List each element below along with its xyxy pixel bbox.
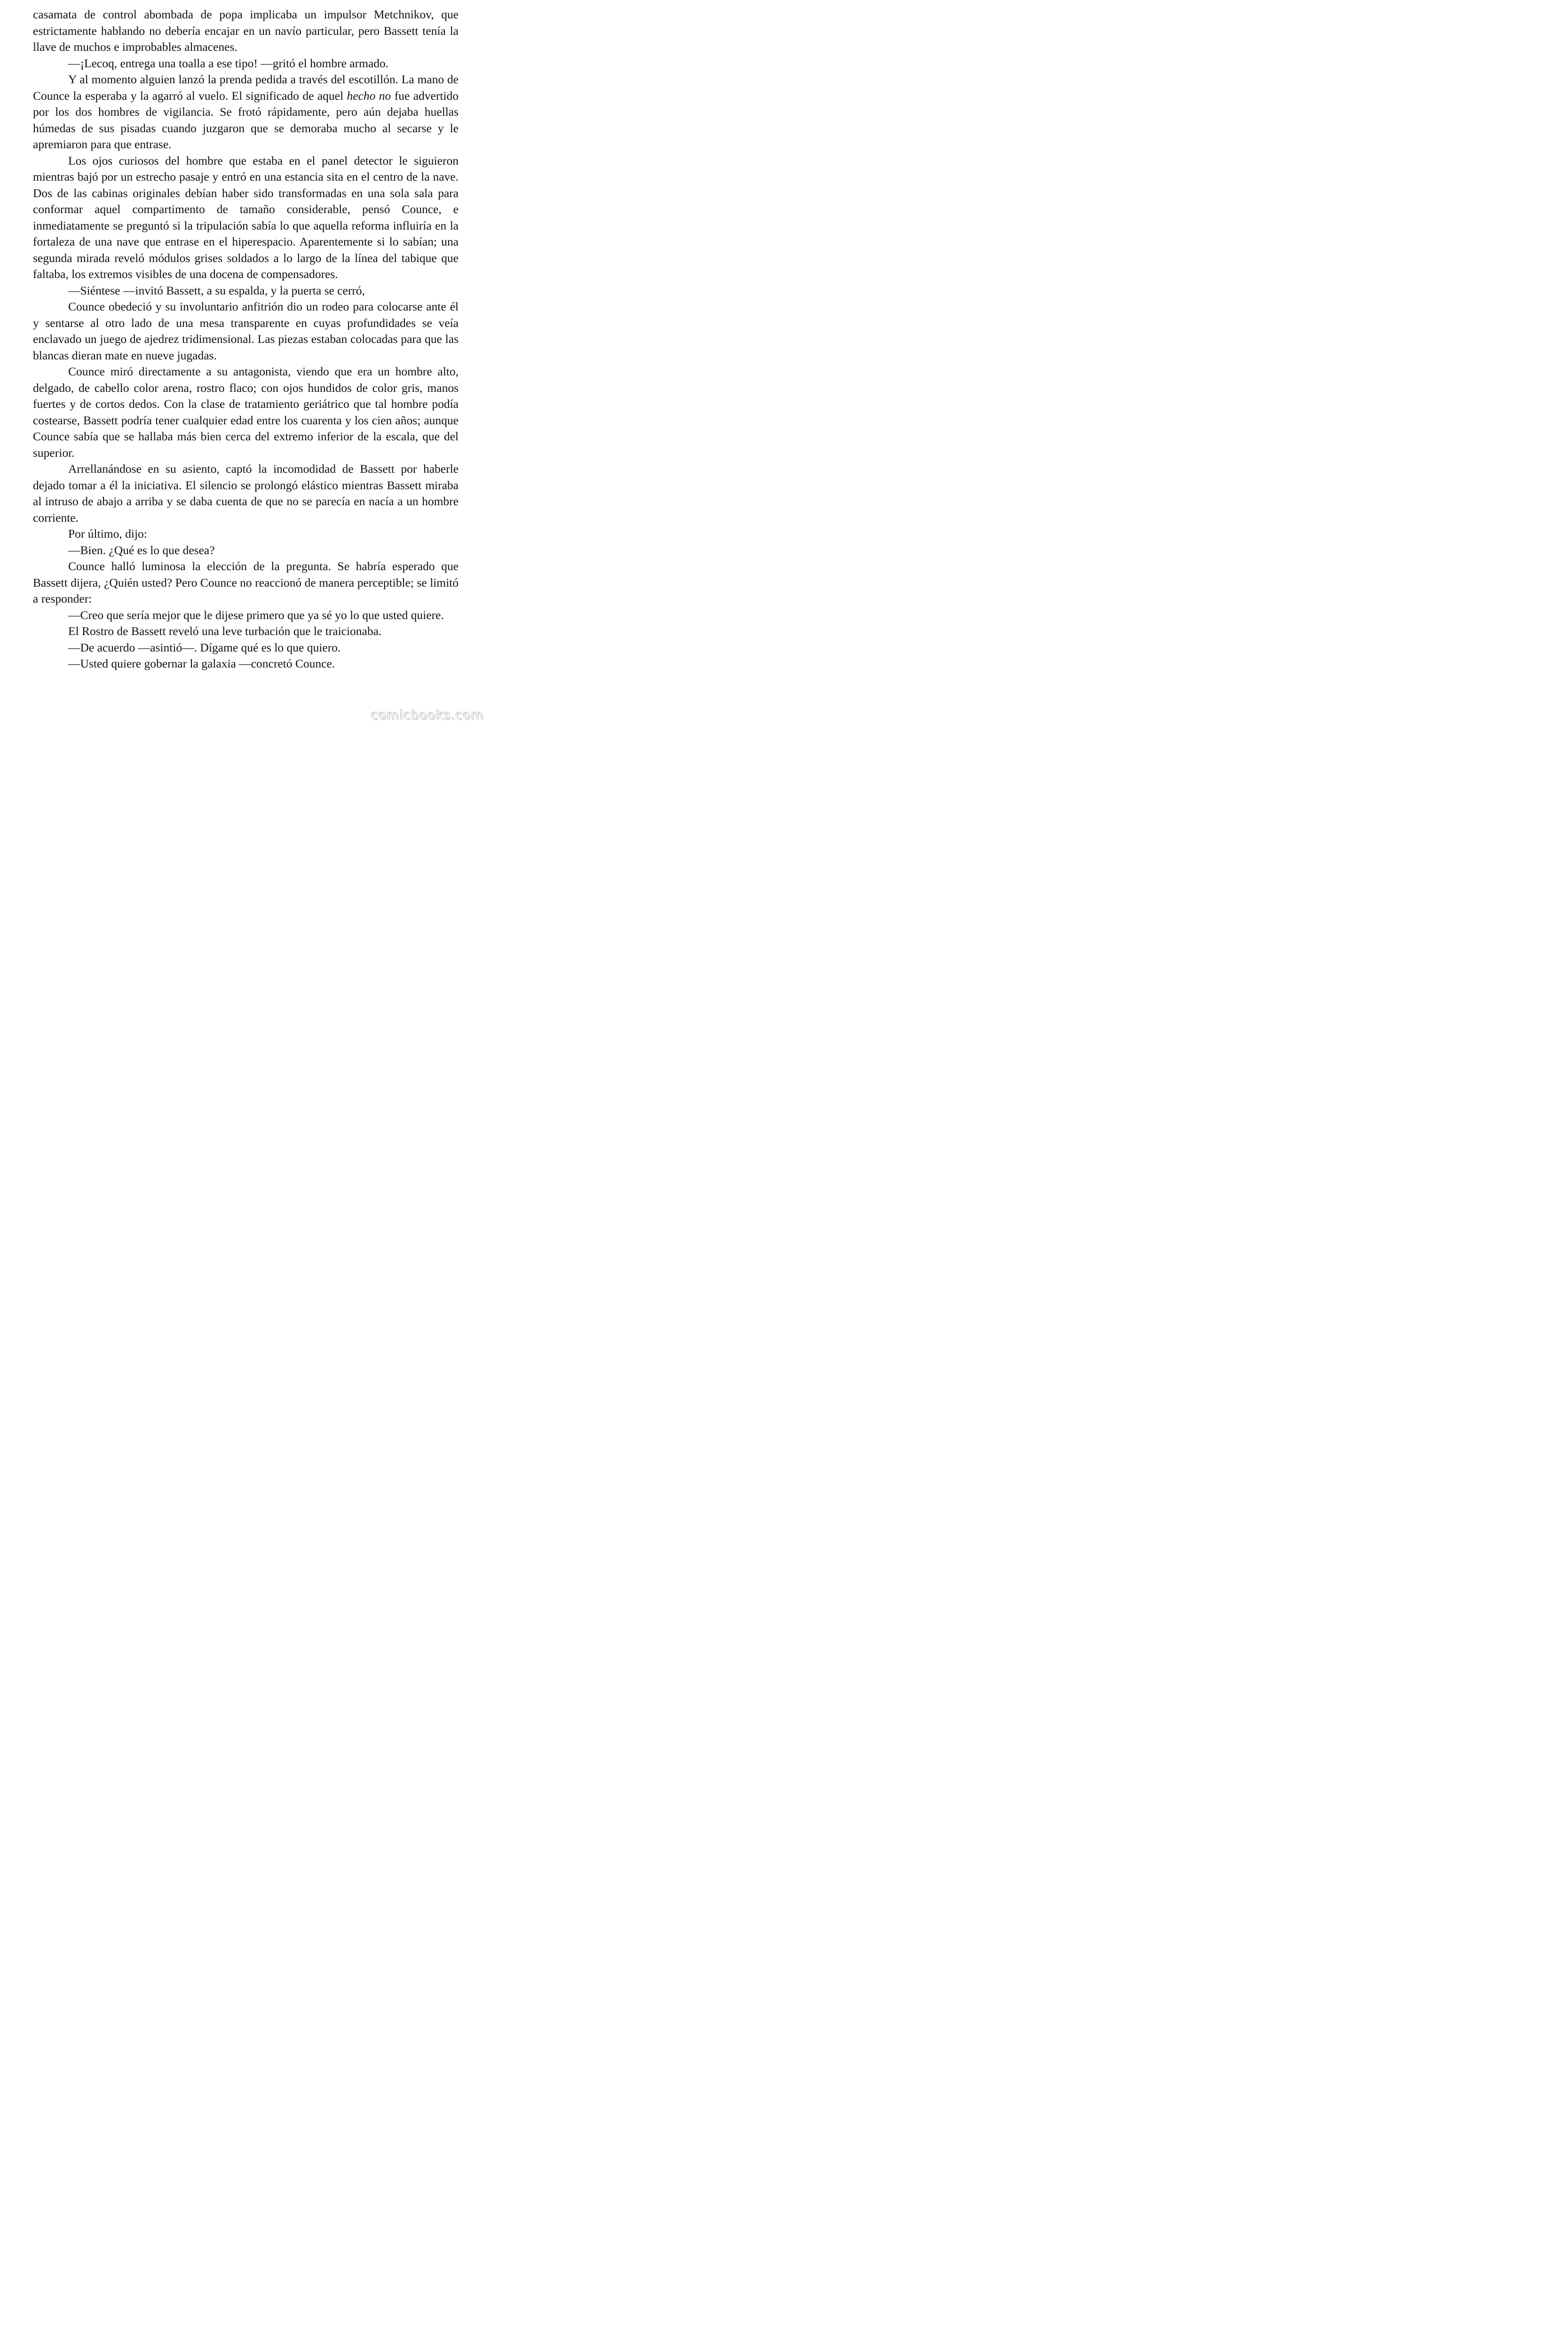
paragraph: —¡Lecoq, entrega una toalla a ese tipo! —gritó el hombre armado. — [68, 56, 389, 70]
paragraph: El Rostro de Bassett reveló una leve turbación que le traicionaba. — [68, 624, 382, 638]
paragraph: —De acuerdo —asintió—. Dígame qué es lo que quiero. — [68, 640, 341, 654]
paragraph: Counce miró directamente a su antagonista, viendo que era un hombre alto, delgado, de cabello color arena, rostro flaco; con ojos hundidos de color gris, manos fuertes y de cortos dedos. Con la clase de tratamiento geriátrico que tal hombre podía costearse, Bassett podría tener cualquier edad entre los cuarenta y los cien años; aunque Counce sabía que se hallaba más bien cerca del extremo inferior de la escala, que del superior. — [33, 365, 459, 460]
paragraph: Counce halló luminosa la elección de la pregunta. Se habría esperado que Bassett dijera, ¿Quién usted? Pero Counce no reaccionó de manera perceptible; se limitó a responder: — [33, 559, 459, 605]
paragraph: Por último, dijo: — [68, 527, 147, 540]
watermark: comicbooks.com — [371, 708, 484, 723]
paragraph-text: Y al momento alguien lanzó la prenda pedida a través del escotillón. La mano de Counce la esperaba y la agarró al vuelo. El significado de aquel — [33, 72, 459, 103]
paragraph: Arrellanándose en su asiento, captó la incomodidad de Bassett por haberle dejado tomar a él la iniciativa. El silencio se prolongó elástico mientras Bassett miraba al intruso de abajo a arriba y se daba cuenta de que no se parecía en nacía a un hombre corriente. — [33, 462, 459, 524]
paragraph: casamata de control abombada de popa implicaba un impulsor Metchnikov, que estrictamente hablando no debería encajar en un navío particular, pero Bassett tenía la llave de muchos e improbables almacenes. — [33, 8, 459, 54]
italic-text: hecho no — [347, 88, 391, 103]
paragraph: Counce obedeció y su involuntario anfitrión dio un rodeo para colocarse ante él y sentarse al otro lado de una mesa transparente en cuyas profundidades se veía enclavado un juego de ajedrez tridimensional. Las piezas estaban colocadas para que las blancas dieran mate en nueve jugadas. — [33, 300, 459, 362]
paragraph — [33, 72, 459, 153]
paragraph: —Bien. ¿Qué es lo que desea? — [68, 543, 215, 557]
paragraph: —Creo que sería mejor que le dijese primero que ya sé yo lo que usted quiere. — [68, 608, 444, 622]
paragraph: —Usted quiere gobernar la galaxia —concretó Counce. — [68, 657, 335, 670]
paragraph-text: fue advertido por los dos hombres de vigilancia. Se frotó rápidamente, pero aún dejaba huellas húmedas de sus pisadas cuando juzgaron que se demoraba mucho al secarse y le apremiaron para que entrase. — [33, 88, 459, 151]
page-body — [33, 7, 459, 672]
paragraph: —Siéntese —invitó Bassett, a su espalda, y la puerta se cerró, — [68, 283, 365, 297]
paragraph: Los ojos curiosos del hombre que estaba en el panel detector le siguieron mientras bajó por un estrecho pasaje y entró en una estancia sita en el centro de la nave. Dos de las cabinas originales debían haber sido transformadas en una sola sala para conformar aquel compartimento de tamaño considerable, pensó Counce, e inmediatamente se preguntó si la tripulación sabía lo que aquella reforma influiría en la fortaleza de una nave que entrase en el hiperespacio. Aparentemente si lo sabían; una segunda mirada reveló módulos grises soldados a lo largo de la línea del tabique que faltaba, los extremos visibles de una docena de compensadores. — [33, 153, 459, 281]
